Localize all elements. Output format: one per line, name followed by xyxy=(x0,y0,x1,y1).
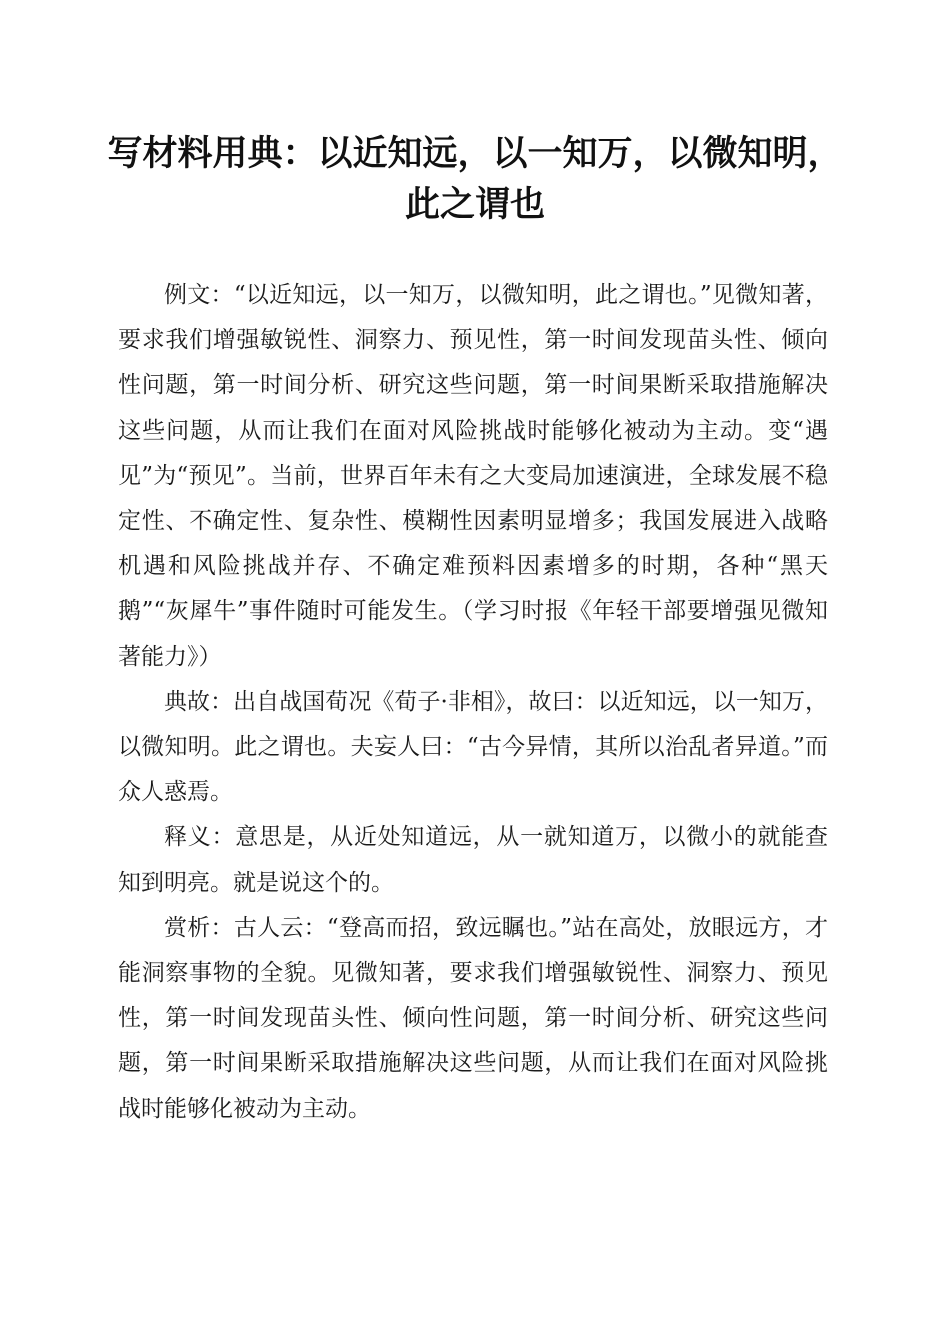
paragraph-allusion: 典故：出自战国荀况《荀子·非相》，故曰：以近知远，以一知万，以微知明。此之谓也。夫妄人曰：“古今异情，其所以治乱者异道。”而众人惑焉。 xyxy=(118,688,828,806)
paragraph-appreciation: 赏析：古人云：“登高而招，致远瞩也。”站在高处，放眼远方，才能洞察事物的全貌。见微知著，要求我们增强敏锐性、洞察力、预见性，第一时间发现苗头性、倾向性问题，第一时间分析、研究这些问题，第一时间果断采取措施解决这些问题，从而让我们在面对风险挑战时能够化被动为主动。 xyxy=(118,914,828,1122)
document-body xyxy=(118,273,828,1132)
paragraph-example: 例文：“以近知远，以一知万，以微知明，此之谓也。”见微知著，要求我们增强敏锐性、洞察力、预见性，第一时间发现苗头性、倾向性问题，第一时间分析、研究这些问题，第一时间果断采取措施解决这些问题，从而让我们在面对风险挑战时能够化被动为主动。变“遇见”为“预见”。当前，世界百年未有之大变局加速演进，全球发展不稳定性、不确定性、复杂性、模糊性因素明显增多；我国发展进入战略机遇和风险挑战并存、不确定难预料因素增多的时期，各种“黑天鹅”“灰犀牛”事件随时可能发生。（学习时报《年轻干部要增强见微知著能力》） xyxy=(118,282,828,670)
document-title: 写材料用典：以近知远，以一知万，以微知明，此之谓也 xyxy=(107,133,843,225)
paragraph-meaning: 释义：意思是，从近处知道远，从一就知道万，以微小的就能查知到明亮。就是说这个的。 xyxy=(118,824,828,896)
